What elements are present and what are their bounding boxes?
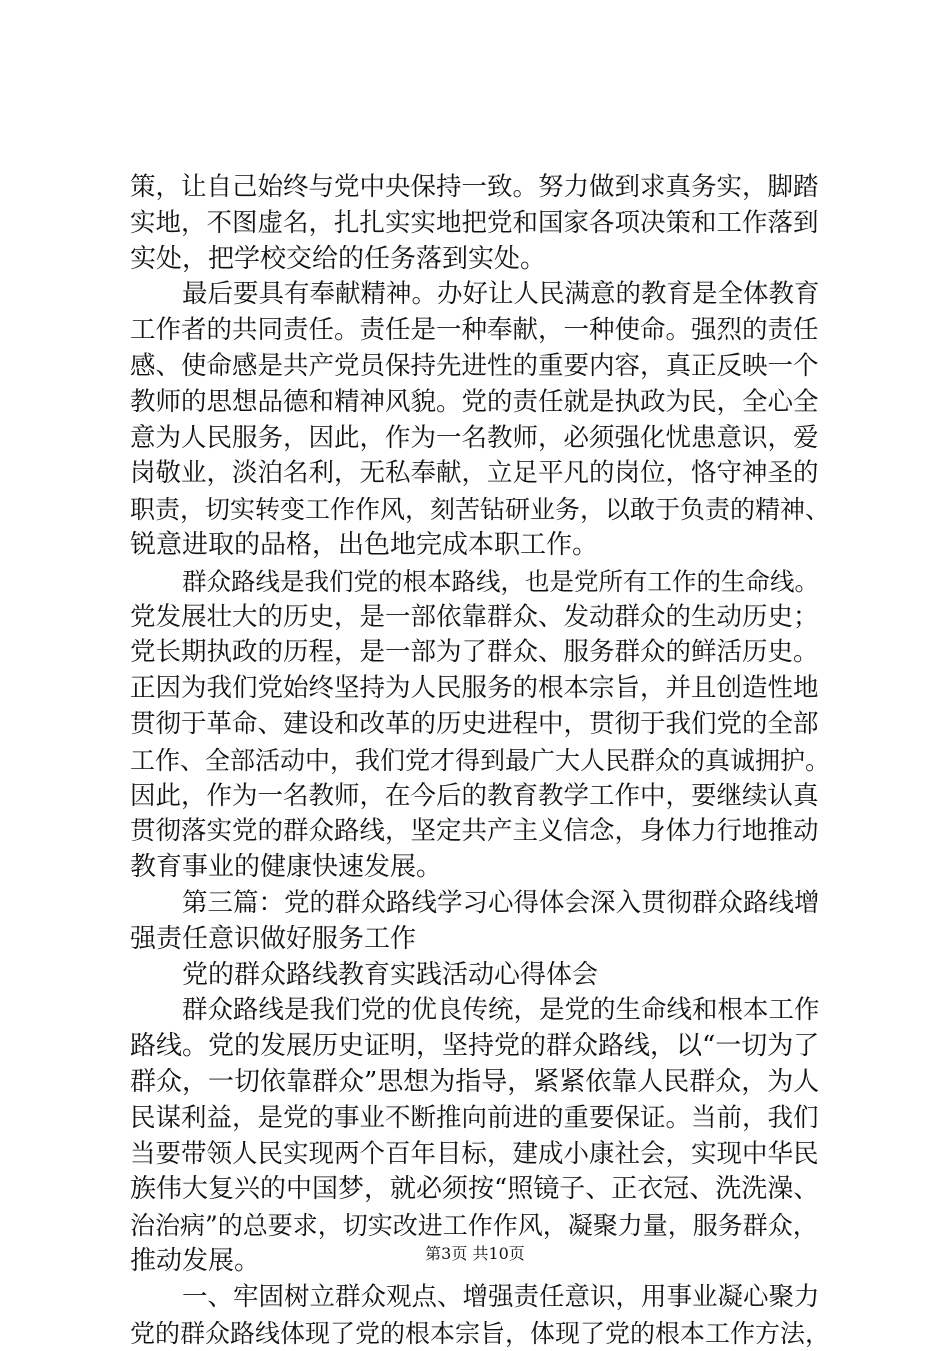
text-line: 职责，切实转变工作作风，刻苦钻研业务，以敢于负责的精神、	[130, 492, 830, 528]
text-line: 党的群众路线体现了党的根本宗旨，体现了党的根本工作方法，	[130, 1316, 830, 1351]
text-line: 教师的思想品德和精神风貌。党的责任就是执政为民，全心全	[130, 385, 830, 421]
text-line: 岗敬业，淡泊名利，无私奉献，立足平凡的岗位，恪守神圣的	[130, 456, 830, 492]
text-line: 群众路线是我们党的根本路线，也是党所有工作的生命线。	[130, 564, 830, 600]
text-line: 意为人民服务，因此，作为一名教师，必须强化忧患意识，爱	[130, 421, 830, 457]
text-line: 治治病”的总要求，切实改进工作作风，凝聚力量，服务群众，	[130, 1208, 830, 1244]
text-line: 一、牢固树立群众观点、增强责任意识，用事业凝心聚力	[130, 1280, 830, 1316]
text-line: 工作者的共同责任。责任是一种奉献，一种使命。强烈的责任	[130, 313, 830, 349]
text-line: 实处，把学校交给的任务落到实处。	[130, 242, 830, 278]
text-line: 因此，作为一名教师，在今后的教育教学工作中，要继续认真	[130, 779, 830, 815]
body-text	[130, 170, 830, 1351]
text-line: 群众，一切依靠群众”思想为指导，紧紧依靠人民群众，为人	[130, 1065, 830, 1101]
text-line: 民谋利益，是党的事业不断推向前进的重要保证。当前，我们	[130, 1101, 830, 1137]
text-line: 正因为我们党始终坚持为人民服务的根本宗旨，并且创造性地	[130, 671, 830, 707]
text-line: 策，让自己始终与党中央保持一致。努力做到求真务实，脚踏	[130, 170, 830, 206]
text-line: 路线。党的发展历史证明，坚持党的群众路线，以“一切为了	[130, 1029, 830, 1065]
text-line: 党长期执政的历程，是一部为了群众、服务群众的鲜活历史。	[130, 635, 830, 671]
text-line: 教育事业的健康快速发展。	[130, 850, 830, 886]
text-line: 最后要具有奉献精神。办好让人民满意的教育是全体教育	[130, 277, 830, 313]
text-line: 感、使命感是共产党员保持先进性的重要内容，真正反映一个	[130, 349, 830, 385]
text-line: 锐意进取的品格，出色地完成本职工作。	[130, 528, 830, 564]
text-line: 群众路线是我们党的优良传统，是党的生命线和根本工作	[130, 993, 830, 1029]
page-footer: 第3页 共10页	[0, 1244, 950, 1264]
text-line: 当要带领人民实现两个百年目标，建成小康社会，实现中华民	[130, 1137, 830, 1173]
text-line: 族伟大复兴的中国梦，就必须按“照镜子、正衣冠、洗洗澡、	[130, 1172, 830, 1208]
text-line: 实地，不图虚名，扎扎实实地把党和国家各项决策和工作落到	[130, 206, 830, 242]
text-line: 强责任意识做好服务工作	[130, 922, 830, 958]
text-line: 推动发展。	[130, 1244, 830, 1280]
text-line: 党的群众路线教育实践活动心得体会	[130, 958, 830, 994]
text-line: 贯彻于革命、建设和改革的历史进程中，贯彻于我们党的全部	[130, 707, 830, 743]
text-line: 第三篇：党的群众路线学习心得体会深入贯彻群众路线增	[130, 886, 830, 922]
text-line: 党发展壮大的历史，是一部依靠群众、发动群众的生动历史；	[130, 600, 830, 636]
text-line: 贯彻落实党的群众路线，坚定共产主义信念，身体力行地推动	[130, 814, 830, 850]
text-line: 工作、全部活动中，我们党才得到最广大人民群众的真诚拥护。	[130, 743, 830, 779]
